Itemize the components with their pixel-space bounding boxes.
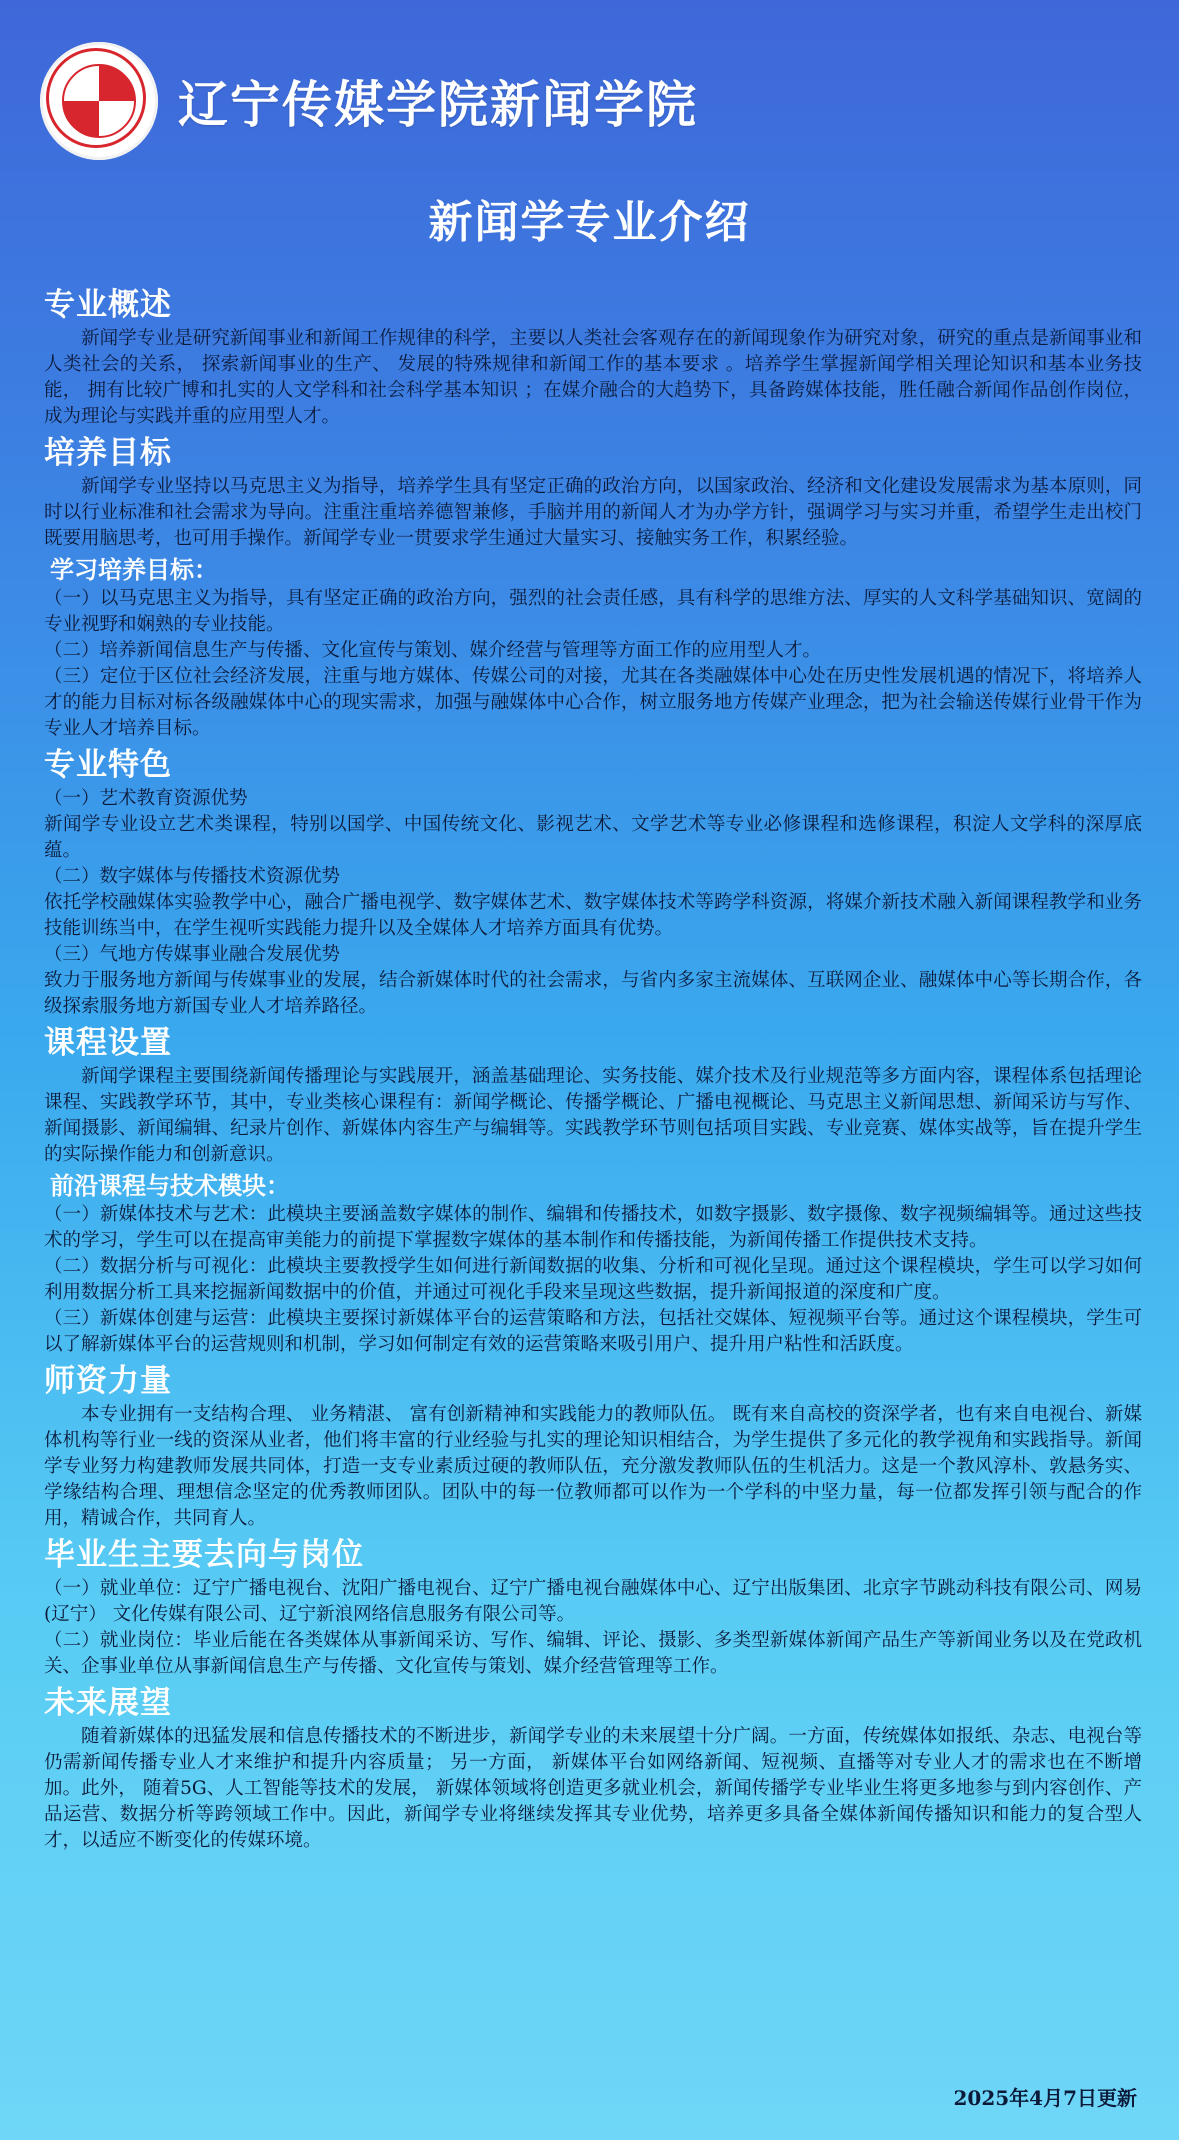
- section-faculty: [44, 1362, 1142, 1532]
- section-features: [44, 746, 1142, 1020]
- section-paragraph: 新闻学专业是研究新闻事业和新闻工作规律的科学，主要以人类社会客观存在的新闻现象作为研究对象，研究的重点是新闻事业和人类社会的关系， 探索新闻事业的生产、 发展的特殊规律和新闻工作的基本要求 。培养学生掌握新闻学相关理论知识和基本业务技能， 拥有比较广博和扎实的人文学科和社会科学基本知识 ；在媒介融合的大趋势下，具备跨媒体技能，胜任融合新闻作品创作岗位，成为理论与实践并重的应用型人才。: [44, 328, 1142, 427]
- update-date: 2025年4月7日更新: [953, 2086, 1137, 2110]
- list-item: （二）就业岗位：毕业后能在各类媒体从事新闻采访、写作、编辑、评论、摄影、多类型新媒体新闻产品生产等新闻业务以及在党政机关、企事业单位从事新闻信息生产与传播、文化宣传与策划、媒介经营管理等工作。: [44, 1630, 1142, 1677]
- feature-text: 新闻学专业设立艺术类课程，特别以国学、中国传统文化、影视艺术、文学艺术等专业必修课程和选修课程，积淀人文学科的深厚底蕴。: [44, 814, 1142, 861]
- list-item: （三）新媒体创建与运营：此模块主要探讨新媒体平台的运营策略和方法，包括社交媒体、短视频平台等。通过这个课程模块，学生可以了解新媒体平台的运营规则和机制，学习如何制定有效的运营策略来吸引用户、提升用户粘性和活跃度。: [44, 1308, 1142, 1355]
- feature-heading: （一）艺术教育资源优势: [44, 788, 248, 809]
- feature-text: 致力于服务地方新闻与传媒事业的发展，结合新媒体时代的社会需求，与省内多家主流媒体、互联网企业、融媒体中心等长期合作，各级探索服务地方新国专业人才培养路径。: [44, 970, 1142, 1017]
- section-overview: [44, 286, 1142, 430]
- section-title: 专业特色: [44, 747, 172, 783]
- section-title: 师资力量: [44, 1363, 172, 1399]
- section-paragraph: 新闻学专业坚持以马克思主义为指导，培养学生具有坚定正确的政治方向，以国家政治、经济和文化建设发展需求为基本原则，同时以行业标准和社会需求为导向。注重注重培养德智兼修，手脑并用的新闻人才为办学方针，强调学习与实习并重，希望学生走出校门既要用脑思考，也可用手操作。新闻学专业一贯要求学生通过大量实习、接触实务工作，积累经验。: [44, 476, 1142, 549]
- list-item: （二）数据分析与可视化：此模块主要教授学生如何进行新闻数据的收集、分析和可视化呈现。通过这个课程模块，学生可以学习如何利用数据分析工具来挖掘新闻数据中的价值，并通过可视化手段来呈现这些数据，提升新闻报道的深度和广度。: [44, 1256, 1142, 1303]
- feature-text: 依托学校融媒体实验教学中心，融合广播电视学、数字媒体艺术、数字媒体技术等跨学科资源，将媒介新技术融入新闻课程教学和业务技能训练当中，在学生视听实践能力提升以及全媒体人才培养方面具有优势。: [44, 892, 1142, 939]
- university-seal-logo: [40, 42, 158, 160]
- logo-emblem: [62, 64, 136, 138]
- sub-title: 学习培养目标：: [50, 555, 218, 584]
- sub-title: 前沿课程与技术模块：: [50, 1171, 290, 1200]
- content: [44, 282, 1142, 1854]
- section-courses: [44, 1024, 1142, 1358]
- list-item: （二）培养新闻信息生产与传播、文化宣传与策划、媒介经营与管理等方面工作的应用型人才。: [44, 640, 822, 661]
- section-title: 未来展望: [44, 1685, 172, 1721]
- section-paragraph: 新闻学课程主要围绕新闻传播理论与实践展开，涵盖基础理论、实务技能、媒介技术及行业规范等多方面内容，课程体系包括理论课程、实践教学环节，其中，专业类核心课程有：新闻学概论、传播学概论、广播电视概论、马克思主义新闻思想、新闻采访与写作、新闻摄影、新闻编辑、纪录片创作、新媒体内容生产与编辑等。实践教学环节则包括项目实践、专业竞赛、媒体实战等，旨在提升学生的实际操作能力和创新意识。: [44, 1066, 1142, 1165]
- feature-heading: （二）数字媒体与传播技术资源优势: [44, 866, 341, 887]
- section-future: [44, 1684, 1142, 1854]
- section-goals: [44, 434, 1142, 742]
- list-item: （一）以马克思主义为指导，具有坚定正确的政治方向，强烈的社会责任感，具有科学的思维方法、厚实的人文科学基础知识、宽阔的专业视野和娴熟的专业技能。: [44, 588, 1142, 635]
- section-title: 毕业生主要去向与岗位: [44, 1537, 364, 1573]
- section-paragraph: 本专业拥有一支结构合理、 业务精湛、 富有创新精神和实践能力的教师队伍。 既有来自高校的资深学者，也有来自电视台、新媒体机构等行业一线的资深从业者，他们将丰富的行业经验与扎实的理论知识相结合，为学生提供了多元化的教学视角和实践指导。新闻学专业努力构建教师发展共同体，打造一支专业素质过硬的教师队伍，充分激发教师队伍的生机活力。这是一个教风淳朴、敦悬务实、学缘结构合理、理想信念坚定的优秀教师团队。团队中的每一位教师都可以作为一个学科的中坚力量，每一位都发挥引领与配合的作用，精诚合作，共同育人。: [44, 1404, 1142, 1529]
- section-careers: [44, 1536, 1142, 1680]
- feature-heading: （三）气地方传媒事业融合发展优势: [44, 944, 341, 965]
- page-title: 新闻学专业介绍: [428, 197, 751, 248]
- section-paragraph: 随着新媒体的迅猛发展和信息传播技术的不断进步，新闻学专业的未来展望十分广阔。一方面，传统媒体如报纸、杂志、电视台等仍需新闻传播专业人才来维护和提升内容质量； 另一方面， 新媒体平台如网络新闻、短视频、直播等对专业人才的需求也在不断增加。此外， 随着5G、人工智能等技术的发展， 新媒体领域将创造更多就业机会，新闻传播学专业毕业生将更多地参与到内容创作、产品运营、数据分析等跨领域工作中。因此，新闻学专业将继续发挥其专业优势，培养更多具备全媒体新闻传播知识和能力的复合型人才，以适应不断变化的传媒环境。: [44, 1726, 1142, 1851]
- section-title: 培养目标: [44, 435, 172, 471]
- section-title: 专业概述: [44, 287, 172, 323]
- list-item: （一）新媒体技术与艺术：此模块主要涵盖数字媒体的制作、编辑和传播技术，如数字摄影、数字摄像、数字视频编辑等。通过这些技术的学习，学生可以在提高审美能力的前提下掌握数字媒体的基本制作和传播技能，为新闻传播工作提供技术支持。: [44, 1204, 1142, 1251]
- list-item: （三）定位于区位社会经济发展，注重与地方媒体、传媒公司的对接，尤其在各类融媒体中心处在历史性发展机遇的情况下，将培养人才的能力目标对标各级融媒体中心的现实需求，加强与融媒体中心合作，树立服务地方传媒产业理念，把为社会输送传媒行业骨干作为专业人才培养目标。: [44, 666, 1142, 739]
- list-item: （一）就业单位：辽宁广播电视台、沈阳广播电视台、辽宁广播电视台融媒体中心、辽宁出版集团、北京字节跳动科技有限公司、网易(辽宁） 文化传媒有限公司、辽宁新浪网络信息服务有限公司等。: [44, 1578, 1142, 1625]
- school-name: 辽宁传媒学院新闻学院: [178, 75, 698, 134]
- header: [40, 42, 698, 160]
- section-title: 课程设置: [44, 1025, 172, 1061]
